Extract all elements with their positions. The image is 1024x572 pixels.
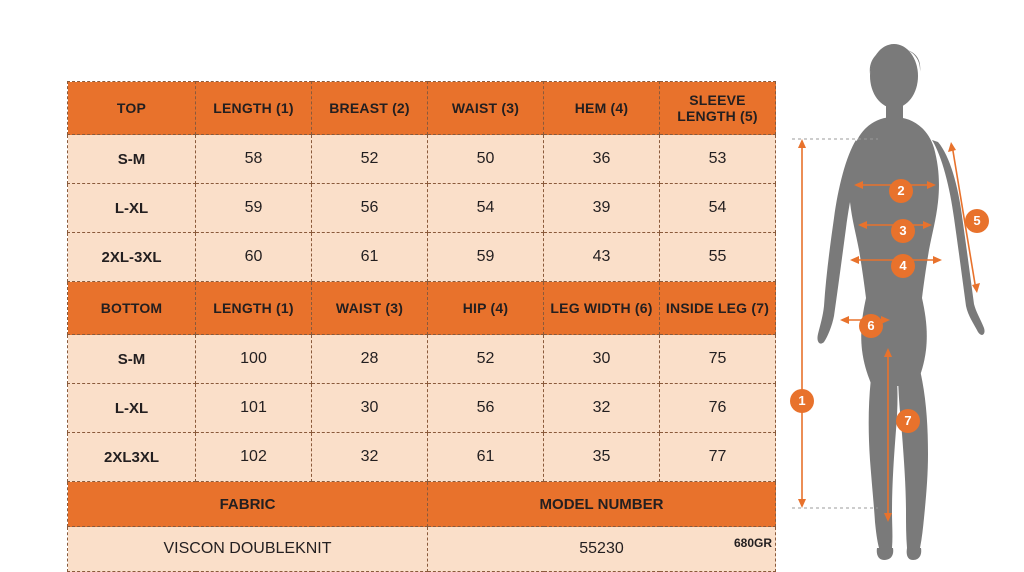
table-row (68, 335, 776, 384)
header-cell-waist: WAIST (3) (312, 282, 428, 335)
size-chart-table (67, 81, 776, 572)
row-label-size: L-XL (68, 384, 196, 433)
cell-inside-leg: 77 (660, 433, 776, 482)
cell-length: 59 (196, 184, 312, 233)
cell-model-number-value: 55230 (428, 527, 776, 572)
header-cell-waist: WAIST (3) (428, 82, 544, 135)
table-row (68, 233, 776, 282)
measurement-badge-6: 6 (860, 315, 882, 337)
measurement-badge-4: 4 (892, 255, 914, 277)
header-cell-breast: BREAST (2) (312, 82, 428, 135)
header-cell-length: LENGTH (1) (196, 282, 312, 335)
cell-hem: 39 (544, 184, 660, 233)
cell-leg-width: 35 (544, 433, 660, 482)
header-cell-hem: HEM (4) (544, 82, 660, 135)
header-cell-sleeve-length: SLEEVE LENGTH (5) (660, 82, 776, 135)
cell-hip: 56 (428, 384, 544, 433)
measurement-badge-5: 5 (966, 210, 988, 232)
table-row (68, 384, 776, 433)
cell-hem: 36 (544, 135, 660, 184)
cell-waist: 54 (428, 184, 544, 233)
table-row (68, 433, 776, 482)
header-cell-hip: HIP (4) (428, 282, 544, 335)
cell-length: 102 (196, 433, 312, 482)
header-cell-inside-leg: INSIDE LEG (7) (660, 282, 776, 335)
cell-waist: 59 (428, 233, 544, 282)
cell-hip: 52 (428, 335, 544, 384)
row-label-size: L-XL (68, 184, 196, 233)
product-code-label: 680GR (733, 536, 772, 550)
cell-hem: 43 (544, 233, 660, 282)
fabric-model-header-row (68, 482, 776, 527)
row-label-size: S-M (68, 335, 196, 384)
cell-length: 58 (196, 135, 312, 184)
cell-breast: 61 (312, 233, 428, 282)
cell-fabric-value: VISCON DOUBLEKNIT (68, 527, 428, 572)
dimension-line-1 (798, 139, 806, 508)
cell-leg-width: 30 (544, 335, 660, 384)
header-cell-bottom: BOTTOM (68, 282, 196, 335)
female-silhouette-icon (817, 44, 984, 560)
cell-waist: 32 (312, 433, 428, 482)
row-label-size: 2XL-3XL (68, 233, 196, 282)
bottom-section-header-row (68, 282, 776, 335)
row-label-size: 2XL3XL (68, 433, 196, 482)
top-section-header-row (68, 82, 776, 135)
table-row (68, 184, 776, 233)
cell-breast: 56 (312, 184, 428, 233)
header-cell-leg-width: LEG WIDTH (6) (544, 282, 660, 335)
cell-length: 100 (196, 335, 312, 384)
figure-svg (780, 20, 1024, 567)
measurement-badge-2: 2 (890, 180, 912, 202)
row-label-size: S-M (68, 135, 196, 184)
cell-sleeve-length: 54 (660, 184, 776, 233)
cell-inside-leg: 76 (660, 384, 776, 433)
cell-leg-width: 32 (544, 384, 660, 433)
cell-breast: 52 (312, 135, 428, 184)
cell-inside-leg: 75 (660, 335, 776, 384)
header-cell-fabric: FABRIC (68, 482, 428, 527)
table-row (68, 135, 776, 184)
header-cell-top: TOP (68, 82, 196, 135)
measurement-badge-1: 1 (791, 390, 813, 412)
measurement-badge-7: 7 (897, 410, 919, 432)
cell-waist: 28 (312, 335, 428, 384)
fabric-model-value-row (68, 527, 776, 572)
cell-hip: 61 (428, 433, 544, 482)
cell-waist: 50 (428, 135, 544, 184)
cell-length: 101 (196, 384, 312, 433)
measurement-badge-3: 3 (892, 220, 914, 242)
cell-length: 60 (196, 233, 312, 282)
cell-waist: 30 (312, 384, 428, 433)
measurement-diagram (780, 20, 1024, 567)
cell-sleeve-length: 55 (660, 233, 776, 282)
cell-sleeve-length: 53 (660, 135, 776, 184)
header-cell-length: LENGTH (1) (196, 82, 312, 135)
header-cell-model-number: MODEL NUMBER (428, 482, 776, 527)
